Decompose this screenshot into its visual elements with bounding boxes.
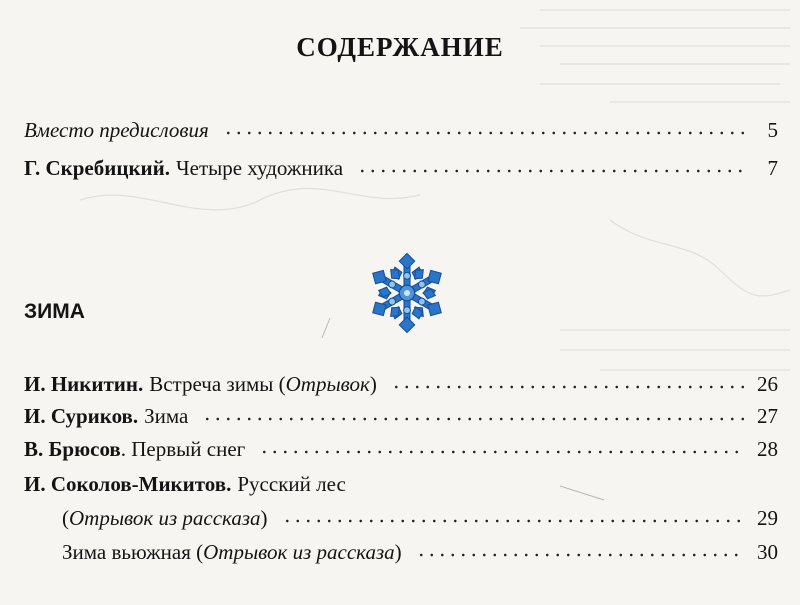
entry-author: И. Никитин. [24,372,144,396]
toc-entry [24,372,778,402]
page-number: 30 [757,540,778,564]
page-number: 27 [757,404,778,428]
dot-leader [416,552,744,558]
entry-author: И. Суриков. [24,404,139,428]
entry-title: . Первый снег [120,437,246,461]
page-number: 7 [767,156,778,180]
dot-leader [391,384,744,390]
page-number: 5 [767,118,778,142]
page-number: 28 [757,437,778,461]
dot-leader [357,168,744,174]
dot-leader [259,449,744,455]
section-heading: ЗИМА [24,300,85,323]
page-title: СОДЕРЖАНИЕ [296,32,504,62]
snowflake-icon [364,250,450,336]
entry-title: Зима вьюжная (Отрывок из рассказа) [62,540,402,564]
entry-title: Вместо предисловия [24,118,209,142]
toc-entry [24,156,778,186]
page-number: 29 [757,506,778,530]
toc-entry [24,118,778,148]
entry-author: И. Соколов-Микитов. [24,472,232,496]
page-number: 26 [757,372,778,396]
dot-leader [223,130,744,136]
toc-entry-continuation [62,506,778,536]
entry-title: Русский лес [237,472,346,496]
entry-title: Четыре художника [176,156,344,180]
entry-author: В. Брюсов [24,437,121,461]
toc-entry [62,540,778,570]
dot-leader [202,416,744,422]
toc-entry [24,404,778,434]
entry-title: Зима [144,404,189,428]
entry-title: (Отрывок из рассказа) [62,506,268,530]
dot-leader [282,518,744,524]
entry-author: Г. Скребицкий. [24,156,171,180]
entry-title: Встреча зимы (Отрывок) [149,372,377,396]
toc-entry [24,472,778,502]
toc-entry [24,437,778,467]
